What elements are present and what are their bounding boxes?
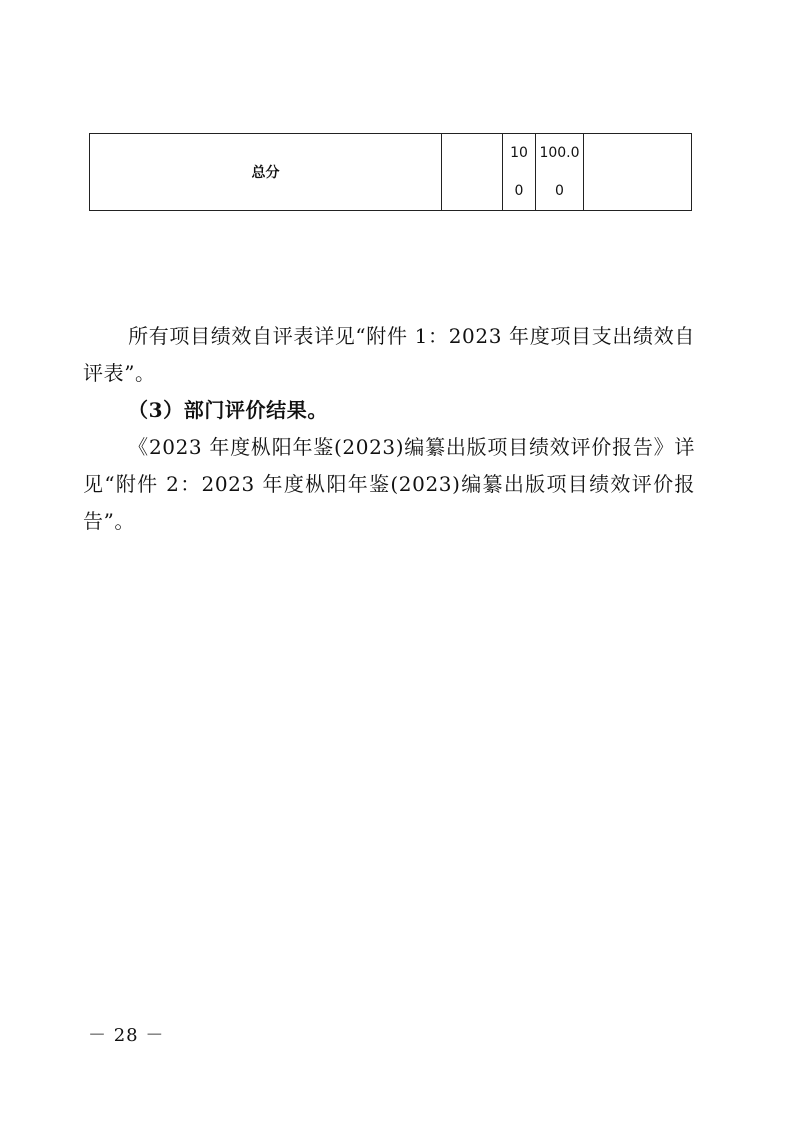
heading-text: （3）部门评价结果。 <box>128 398 328 422</box>
paragraph-text: 《2023 年度枞阳年鉴(2023)编纂出版项目绩效评价报告》详见“附件 2：2023 年度枞阳年鉴(2023)编纂出版项目绩效评价报告”。 <box>83 435 695 533</box>
weight-cell <box>503 134 536 211</box>
paragraph-self-evaluation <box>83 318 695 392</box>
page-number: － 28 － <box>88 1025 165 1046</box>
section-heading-department-evaluation <box>83 392 695 429</box>
empty-cell <box>442 134 503 211</box>
score-summary-table <box>89 133 692 211</box>
paragraph-text: 所有项目绩效自评表详见“附件 1：2023 年度项目支出绩效自评表”。 <box>83 324 695 385</box>
table-row-total <box>90 134 692 211</box>
paragraph-evaluation-report <box>83 429 695 540</box>
weight-value: 100 <box>510 145 528 199</box>
empty-cell <box>584 134 692 211</box>
score-value: 100.00 <box>539 145 580 199</box>
score-cell <box>536 134 584 211</box>
total-score-label: 总分 <box>90 134 442 211</box>
